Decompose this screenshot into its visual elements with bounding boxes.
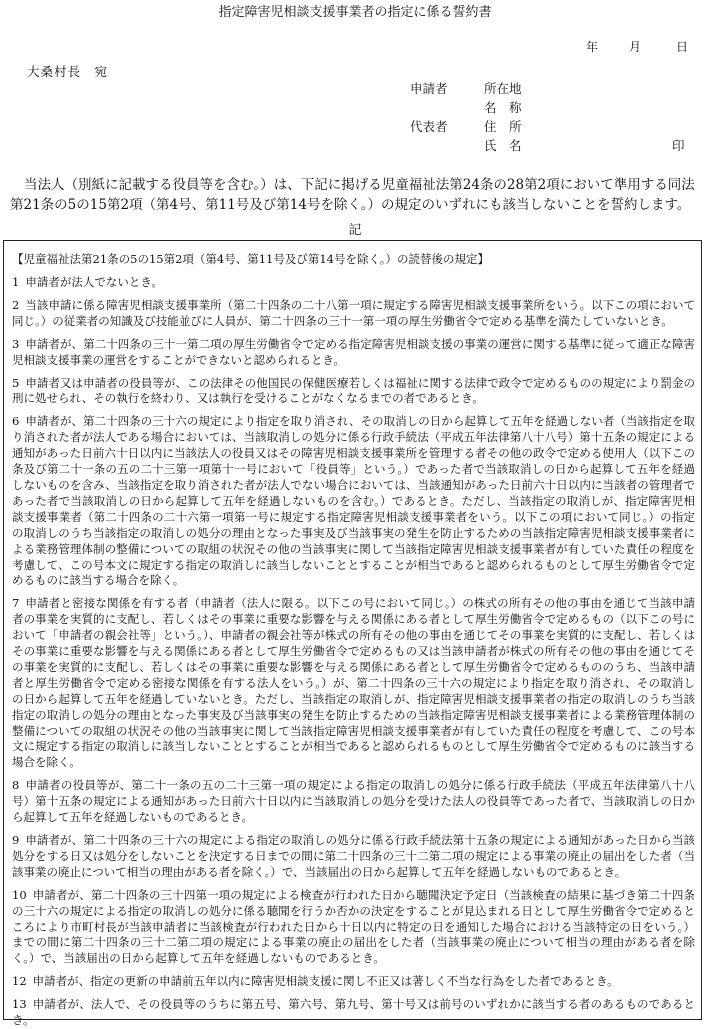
provision-text: 申請者が、第二十四条の三十六の規定により指定を取り消され、その取消しの日から起算して五年を経過しない者（当該指定を取り消された者が法人である場合においては、当該取消しの処分に係る行政手続法（平成五年法律第八十八号）第十五条の規定による通知があった日前六十日以内に当該法人の役員又はその障害児相談支援事業所を管理する者その他の政令で定める使用人（以下この条及び第二十一条の五の二十三第一項第十一号において「役員等」という。）であった者で当該取消しの日から起算して五年を経過しないものを含み、当該指定を取り消された者が法人でない場合においては、当該通知があった日前六十日以内に当該者の管理者であった者で当該取消しの日から起算して五年を経過しないものを含む。）であるとき。ただし、当該指定の取消しが、指定障害児相談支援事業者（第二十四条の二十六第一項第一号に規定する指定障害児相談支援事業者をいう。以下この項において同じ。）の指定の取消しのうち当該指定の取消しの処分の理由となった事実及び当該事実の発生を防止するための当該指定障害児相談支援事業者による業務管理体制の整備についての取組の状況その他の当該事実に関して当該指定障害児相談支援事業者が有していた責任の程度を考慮して、この号本文に規定する指定の取消しに該当しないこととすることが相当であると認められるものとして厚生労働省令で定めるものに該当する場合を除く。	[12, 414, 695, 588]
provision-item	[12, 997, 695, 1029]
provisions-list	[12, 275, 695, 1029]
document-title: 指定障害児相談支援事業者の指定に係る誓約書	[218, 5, 492, 20]
provision-text: 申請者又は申請者の役員等が、この法律その他国民の保健医療若しくは福祉に関する法律で政令で定めるものの規定により罰金の刑に処せられ、その執行を終わり、又は執行を受けることがなくなるまでの者であるとき。	[12, 375, 695, 406]
provision-item	[12, 275, 695, 291]
date-day-label: 日	[676, 40, 689, 54]
ki-heading: 記	[348, 223, 362, 238]
representative-label: 代表者	[410, 119, 448, 134]
provisions-box	[3, 240, 702, 1028]
provision-number: 2	[12, 297, 20, 312]
provision-item	[12, 376, 695, 408]
seal-mark: 印	[672, 138, 685, 153]
representative-address-label: 住 所	[484, 119, 522, 134]
provision-text: 申請者が法人でないとき。	[25, 275, 163, 289]
provision-item	[12, 778, 695, 826]
provision-text: 申請者が、第二十四条の三十四第一項の規定による検査が行われた日から聴聞決定予定日（当該検査の結果に基づき第二十四条の三十六の規定による指定の取消しの処分に係る聴聞を行うか否かの決定をすることが見込まれる日として厚生労働省令で定めるところにより市町村長が当該申請者に当該検査が行われた日から十日以内に特定の日を通知した場合における当該特定の日をいう。）までの間に第二十四条の三十二第二項の規定による事業の廃止の届出をした者（当該事業の廃止について相当の理由がある者を除く。）で、当該届出の日から起算して五年を経過しないものであるとき。	[12, 887, 695, 966]
addressee: 大桑村長 宛	[27, 64, 109, 79]
representative-name-label: 氏 名	[484, 138, 522, 153]
provision-number: 9	[12, 833, 20, 847]
provision-number: 3	[12, 336, 20, 351]
provision-text: 申請者と密接な関係を有する者（申請者（法人に限る。以下この号において同じ。）の株式の所有その他の事由を通じて当該申請者の事業を実質的に支配し、若しくはその事業に重要な影響を与える関係にある者として厚生労働省令で定めるもの（以下この号において「申請者の親会社等」という。）、申請者の親会社等が株式の所有その他の事由を通じてその事業を実質的に支配し、若しくはその事業に重要な影響を与える関係にある者として厚生労働省令で定めるもの又は当該申請者が株式の所有その他の事由を通じてその事業を実質的に支配し、若しくはその事業に重要な影響を与える関係にある者として厚生労働省令で定めるもののうち、当該申請者と厚生労働省令で定める密接な関係を有する法人をいう。）が、第二十四条の三十六の規定により指定を取り消され、その取消しの日から起算して五年を経過していないとき。ただし、当該指定の取消しが、指定障害児相談支援事業者の指定の取消しのうち当該指定の取消しの処分の理由となった事実及び当該事実の発生を防止するための当該指定障害児相談支援事業者による業務管理体制の整備についての取組の状況その他の当該事実に関して当該指定障害児相談支援事業者が有していた責任の程度を考慮して、この号本文に規定する指定の取消しに該当しないこととすることが相当であると認められるものとして厚生労働省令で定めるものに該当する場合を除く。	[12, 596, 695, 770]
provisions-box-title: 【児童福祉法第21条の5の15第2項（第4号、第11号及び第14号を除く。）の読替後の規定】	[12, 252, 489, 266]
provision-number: 13	[12, 997, 27, 1012]
provision-item	[12, 833, 695, 881]
provision-number: 7	[12, 596, 20, 611]
provision-text: 申請者の役員等が、第二十一条の五の二十三第一項の規定による指定の取消しの処分に係る行政手続法（平成五年法律第八十八号）第十五条の規定による通知があった日前六十日以内に当該取消しの処分を受けた法人の役員等であった者で、当該取消しの日から起算して五年を経過しないものであるとき。	[12, 778, 695, 825]
provision-number: 5	[12, 375, 20, 390]
provision-item	[12, 337, 695, 369]
date-month-label: 月	[629, 40, 642, 54]
provision-number: 8	[12, 778, 20, 793]
applicant-name-label: 名 称	[484, 100, 522, 115]
provision-text: 申請者が、第二十四条の三十一第二項の厚生労働省令で定める指定障害児相談支援の事業の運営に関する基準に従って適正な障害児相談支援事業の運営をすることができないと認められるとき。	[12, 336, 695, 367]
provision-text: 当該申請に係る障害児相談支援事業所（第二十四条の二十八第一項に規定する障害児相談支援事業所をいう。以下この項において同じ。）の従業者の知識及び技能並びに人員が、第二十四条の三十一第一項の厚生労働省令で定める基準を満たしていないとき。	[12, 297, 695, 328]
applicant-address-label: 所在地	[484, 81, 522, 96]
provision-number: 10	[12, 887, 27, 902]
provision-item	[12, 974, 695, 990]
provision-number: 1	[12, 275, 20, 289]
pledge-statement: 当法人（別紙に記載する役員等を含む。）は、下記に掲げる児童福祉法第24条の28第2項において準用する同法第21条の5の15第2項（第4号、第11号及び第14号を除く。）の規定のいずれにも該当しないことを誓約します。	[10, 177, 695, 213]
provision-text: 申請者が、第二十四条の三十六の規定による指定の取消しの処分に係る行政手続法第十五条の規定による通知があった日から当該処分をする日又は処分をしないことを決定する日までの間に第二十四条の三十二第二項の規定による事業の廃止の届出をした者（当該事業の廃止について相当の理由がある者を除く。）で、当該届出の日から起算して五年を経過しないものであるとき。	[12, 833, 695, 879]
date-year-label: 年	[586, 40, 599, 54]
provision-item	[12, 414, 695, 589]
provision-item	[12, 888, 695, 968]
provision-number: 6	[12, 414, 20, 429]
provision-text: 申請者が、指定の更新の申請前五年以内に障害児相談支援に関し不正又は著しく不当な行為をした者であるとき。	[32, 974, 619, 989]
provision-number: 12	[12, 974, 27, 989]
provision-item	[12, 298, 695, 330]
provision-item	[12, 596, 695, 771]
provision-text: 申請者が、法人で、その役員等のうちに第五号、第六号、第九号、第十号又は前号のいずれかに該当する者のあるものであるとき。	[12, 997, 695, 1028]
applicant-label: 申請者	[410, 81, 448, 96]
